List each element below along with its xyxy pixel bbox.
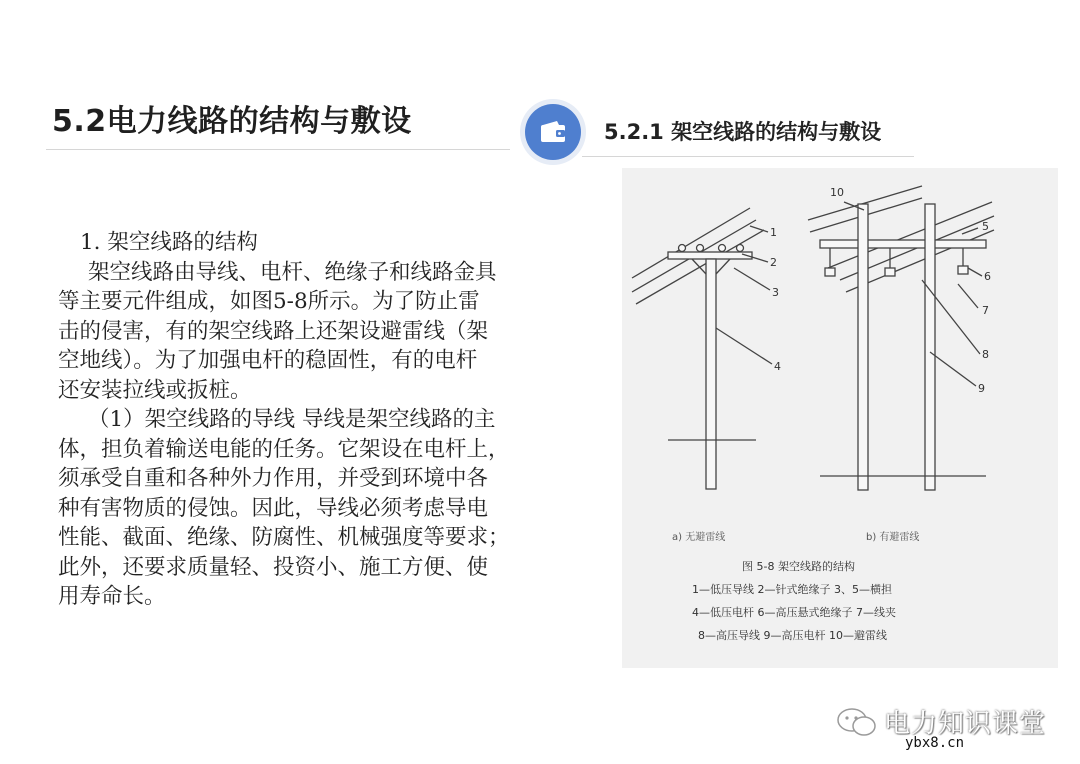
watermark-text: 电力知识课堂 xyxy=(884,709,1047,739)
section-title: 5.2.1 架空线路的结构与敷设 xyxy=(604,120,882,144)
section-divider xyxy=(582,156,914,157)
paragraph-line: 体，担负着输送电能的任务。它架设在电杆上， xyxy=(58,436,510,462)
paragraph-line: 用寿命长。 xyxy=(58,584,166,609)
subfigure-b-label: b) 有避雷线 xyxy=(866,532,920,543)
figure-label: 7 xyxy=(982,304,989,317)
figure-legend-line: 1—低压导线 2—针式绝缘子 3、5—横担 xyxy=(692,583,892,596)
figure-legend-line: 8—高压导线 9—高压电杆 10—避雷线 xyxy=(698,629,887,642)
paragraph-line: 此外，还要求质量轻、投资小、施工方便、使 xyxy=(58,554,489,580)
paragraph-line: （1）架空线路的导线 导线是架空线路的主 xyxy=(88,407,496,432)
figure-label: 4 xyxy=(774,360,781,373)
figure-label: 8 xyxy=(982,348,989,361)
subfigure-a-label: a) 无避雷线 xyxy=(672,532,726,543)
overhead-line-figure xyxy=(622,168,1058,668)
figure-label: 3 xyxy=(772,286,779,299)
subsection-heading: 1. 架空线路的结构 xyxy=(80,230,258,255)
paragraph-line: 架空线路由导线、电杆、绝缘子和线路金具 xyxy=(88,259,497,285)
paragraph-line: 还安装拉线或扳桩。 xyxy=(58,377,252,403)
figure-label: 5 xyxy=(982,220,989,233)
slide-title: 5.2电力线路的结构与敷设 xyxy=(52,104,412,139)
paragraph-line: 等主要元件组成，如图5-8所示。为了防止雷 xyxy=(58,289,480,314)
figure-caption: 图 5-8 架空线路的结构 xyxy=(742,560,855,573)
paragraph-line: 击的侵害，有的架空线路上还架设避雷线（架 xyxy=(58,318,489,344)
figure-label: 10 xyxy=(830,186,844,199)
figure-label: 2 xyxy=(770,256,777,269)
wechat-icon xyxy=(836,706,878,738)
figure-label: 6 xyxy=(984,270,991,283)
paragraph-line: 种有害物质的侵蚀。因此，导线必须考虑导电 xyxy=(58,495,489,521)
figure-legend-line: 4—低压电杆 6—高压悬式绝缘子 7—线夹 xyxy=(692,606,896,619)
title-divider xyxy=(46,149,510,150)
section-badge xyxy=(525,104,581,160)
paragraph-line: 性能、截面、绝缘、防腐性、机械强度等要求； xyxy=(58,525,510,550)
paragraph-line: 须承受自重和各种外力作用，并受到环境中各 xyxy=(58,466,489,491)
figure-label: 9 xyxy=(978,382,985,395)
paragraph-line: 空地线）。为了加强电杆的稳固性，有的电杆 xyxy=(58,348,478,373)
wallet-icon xyxy=(539,119,567,145)
figure-label: 1 xyxy=(770,226,777,239)
site-url: ybx8.cn xyxy=(905,735,965,751)
pole-diagram xyxy=(622,168,1058,668)
body-text xyxy=(58,228,618,612)
